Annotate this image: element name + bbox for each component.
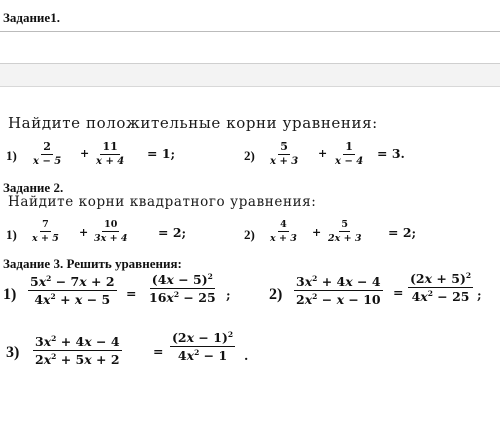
eq-label: 2) — [269, 286, 283, 303]
fraction: $\frac{(4x - 5)^2}{16x^2 - 25}$ — [149, 271, 216, 305]
eq-label: 3) — [6, 344, 20, 361]
task2-title: Задание 2. — [3, 180, 64, 195]
eq-label: 1) — [6, 148, 17, 163]
eq-label: 2) — [244, 148, 255, 163]
task1-instruction: Найдите положительные корни уравнения: — [8, 114, 378, 132]
fraction: $\frac{5}{x + 3}$ — [270, 140, 299, 167]
eq-label: 1) — [6, 227, 17, 242]
eq-label: 2) — [244, 227, 255, 242]
fraction: $\frac{11}{x + 4}$ — [96, 140, 125, 167]
fraction: $\frac{(2x + 5)^2}{4x^2 - 25}$ — [410, 270, 472, 304]
fraction: $\frac{(2x - 1)^2}{4x^2 - 1}$ — [172, 329, 234, 363]
fraction: $\frac{1}{x - 4}$ — [335, 140, 364, 167]
task3-title: Задание 3. Решить уравнения: — [3, 256, 182, 271]
fraction: $\frac{3x^2 + 4x - 4}{2x^2 - x - 10}$ — [296, 273, 381, 307]
fraction: $\frac{4}{x + 3}$ — [270, 219, 297, 244]
fraction: $\frac{3x^2 + 4x - 4}{2x^2 + 5x + 2}$ — [35, 333, 120, 367]
fraction: $\frac{2}{x - 5}$ — [33, 140, 62, 167]
divider — [0, 31, 500, 32]
fraction: $\frac{7}{x + 5}$ — [32, 219, 59, 244]
fraction: $\frac{5}{2x + 3}$ — [328, 219, 362, 244]
task2-instruction: Найдите корни квадратного уравнения: — [8, 194, 317, 210]
gray-band — [0, 63, 500, 87]
eq-label: 1) — [3, 286, 17, 303]
fraction: $\frac{5x^2 - 7x + 2}{4x^2 + x - 5}$ — [30, 273, 115, 307]
fraction: $\frac{10}{3x + 4}$ — [94, 219, 128, 244]
task1-title: Задание1. — [3, 10, 60, 25]
